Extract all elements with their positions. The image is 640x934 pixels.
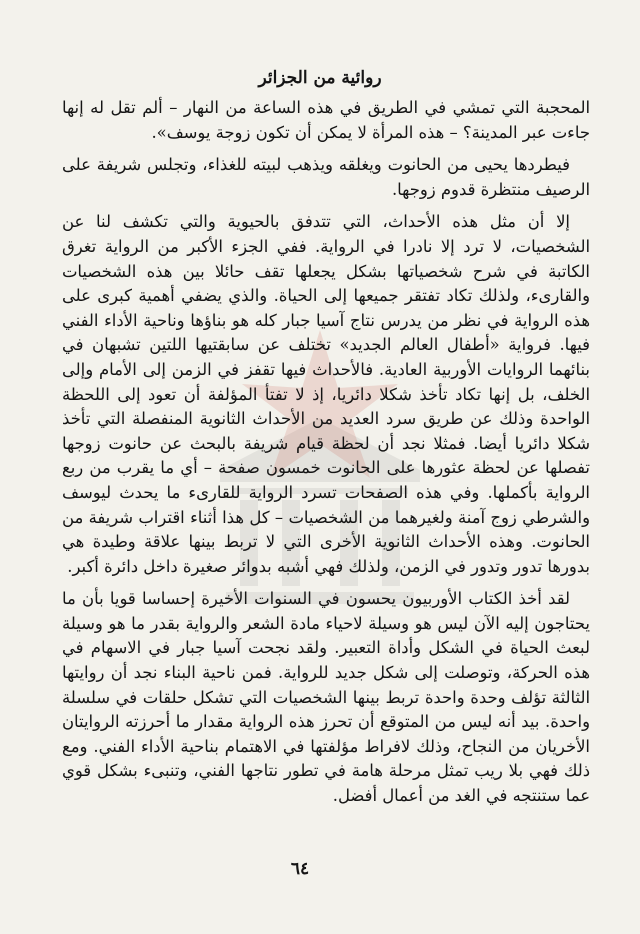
body-text [62, 96, 590, 809]
paragraph-1: المحجبة التي تمشي في الطريق في هذه الساعة من النهار – ألم تقل له إنها جاءت عبر المدينة؟ – هذه المرأة لا يمكن أن تكون زوجة يوسف». [62, 98, 590, 142]
running-header: روائية من الجزائر [258, 68, 382, 88]
paragraph-2: فيطردها يحيى من الحانوت ويغلقه ويذهب لبيته للغذاء، وتجلس شريفة على الرصيف منتظرة قدوم زوجها. [62, 155, 590, 199]
paragraph-3: إلا أن مثل هذه الأحداث، التي تتدفق بالحيوية والتي تكشف لنا عن الشخصيات، لا ترد إلا نادرا في الرواية. ففي الجزء الأكبر من الرواية تغرق الكاتبة في شرح شخصياتها بشكل يجعلها تقف حائلا بين هذه الشخصيات والقارىء، ولذلك تكاد تفتقر جميعها إلى الحياة. والذي يضفي أهمية كبرى على هذه الرواية في نظر من يدرس نتاج آسيا جبار كله هو بناؤها وناحية الأداء الفني فيها. فرواية «أطفال العالم الجديد» تختلف عن سابقتيها اللتين تشبهان في بنائهما الروايات الأوربية العادية. فالأحداث فيها تقفز في الزمن إلى الأمام وإلى الخلف، بل إنها تكاد تأخذ شكلا دائريا، إذ لا تفتأ المؤلفة أن تعود إلى اللحظة الواحدة وذلك عن طريق سرد العديد من الأحداث الثانوية المنفصلة التي تأخذ شكلا دائريا أيضا. فمثلا نجد أن لحظة قيام شريفة بالبحث عن حانوت زوجها تفصلها عن لحظة عثورها على الحانوت خمسون صفحة – أي ما يقرب من ربع الرواية بأكملها. وفي هذه الصفحات تسرد الرواية للقارىء ما يحدث ليوسف والشرطي زوج آمنة ولغيرهما من الشخصيات – كل هذا أثناء اقتراب شريفة من الحانوت. وهذه الأحداث الثانوية الأخرى التي لا تربط بينها علاقة وطيدة هي بدورها تدور وتدور في الزمن، ولذلك فهي أشبه بدوائر صغيرة داخل دائرة أكبر. [62, 212, 590, 576]
page-number: ٦٤ [290, 859, 310, 879]
paragraph-4: لقد أخذ الكتاب الأوربيون يحسون في السنوات الأخيرة إحساسا قويا بأن ما يحتاجون إليه الآن ليس هو وسيلة لاحياء مادة الشعر والرواية بقدر ما هو وسيلة لبعث الحياة في الشكل وأداة التعبير. ولقد نجحت آسيا جبار في الاسهام في هذه الحركة، وتوصلت إلى شكل جديد للرواية. فمن ناحية البناء نجد أن روايتها الثالثة تؤلف وحدة واحدة تربط بينها الشخصيات التي تشكل حلقات في سلسلة واحدة. بيد أنه ليس من المتوقع أن تحرز هذه الرواية مقدار ما أحرزته الروايتان الأخريان من النجاح، وذلك لافراط مؤلفتها في الاهتمام بناحية الأداء الفني. ومع ذلك فهي بلا ريب تمثل مرحلة هامة في تطور نتاجها الفني، وتنبىء بشكل قوي عما ستنتجه في الغد من أعمال أفضل. [62, 589, 590, 806]
